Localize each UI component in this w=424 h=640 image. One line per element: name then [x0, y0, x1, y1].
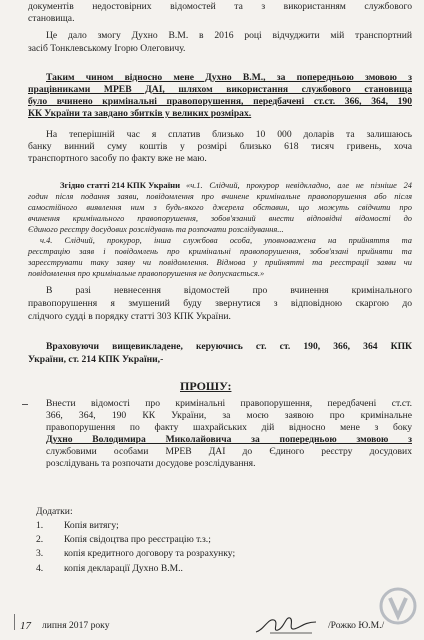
text-line: документів недостовірних відомостей та з використанням службового — [28, 1, 412, 12]
request-line: Внести відомості про кримінальні правопорушення, передбачені ст.ст. — [46, 398, 412, 409]
request-line: розслідувань та розпочати досудове розслідування. — [46, 458, 256, 469]
quote-line: повідомлення про кримінальне правопорушення не допускається.» — [28, 269, 265, 278]
text-line: банку винний суму коштів у розмірі близько 618 тисяч гривень, хоча — [28, 141, 412, 152]
quote-line: годин після подання заяви, повідомлення про вчинене кримінальне правопорушення або після — [28, 192, 412, 201]
attachment-number: 3. — [36, 548, 44, 559]
attachment-number: 2. — [36, 534, 44, 545]
bold-paragraph-line: працівниками МРЕВ ДАІ, шляхом використання службового становища — [28, 84, 412, 95]
document-date: липня 2017 року — [42, 620, 110, 631]
request-line: службовими особами МРЕВ ДАІ до Єдиного реєстру досудових — [46, 446, 412, 457]
attachments-heading: Додатки: — [36, 506, 73, 517]
attachment-item: копія кредитного договору та розрахунку; — [64, 548, 236, 559]
attachment-number: 1. — [36, 520, 44, 531]
quote-line: самостійного виявлення ним з будь-якого джерела обставин, що можуть свідчити про — [28, 203, 412, 212]
quote-line: Єдиного реєстру досудових розслідувань та розпочати розслідування... — [28, 225, 284, 234]
text-line: слідчого судді в порядку статті 303 КПК України. — [28, 311, 231, 322]
request-line: Духно Володимира Миколайовича за попередньою змовою з — [46, 434, 412, 445]
attachment-number: 4. — [36, 563, 44, 574]
bold-paragraph-line: було вчинено кримінальні правопорушення, передбачені ст.ст. 366, 364, 190 — [28, 96, 412, 107]
article-reference: Згідно статті 214 КПК України — [60, 180, 181, 190]
quote-line: ч.4. Слідчий, прокурор, інша службова особа, уповноважена на прийняття та — [40, 236, 412, 245]
attachment-item: копія декларації Духно В.М.. — [64, 563, 183, 574]
watermark-logo-icon — [378, 586, 418, 626]
text-line: транспортного засобу по факту вже не маю. — [28, 153, 207, 164]
text-line: становища. — [28, 13, 75, 24]
text-line: правопорушення я змушений буду звернутися з відповідною скаргою до — [28, 298, 412, 309]
quote-line: зареєструвати таку заяву чи повідомлення. Відмова у прийнятті та реєстрації заяви чи — [28, 258, 412, 267]
text-line: Це дало змогу Духно В.М. в 2016 році відчуджити мій транспортний — [46, 30, 412, 41]
bold-text-line: Враховуючи вищевикладене, керуючись ст. ст. 190, 366, 364 КПК — [46, 341, 412, 352]
signature-icon — [254, 612, 318, 636]
quote-line: вчинення кримінального правопорушення, зобов'язаний внести відповідні відомості до — [28, 214, 412, 223]
text-line: засіб Тонклевському Ігорю Олеговичу. — [28, 43, 186, 54]
bold-text-line: України, ст. 214 КПК України,- — [28, 354, 164, 365]
signatory-name: /Рожко Ю.М./ — [328, 620, 385, 631]
bold-paragraph-line: КК України та завдано збитків у великих розмірах. — [28, 108, 252, 119]
bold-paragraph-line: Таким чином відносно мене Духно В.М., за попередньою змовою з — [46, 72, 412, 83]
request-line: 366, 364, 190 КК України, за моєю заявою про кримінальне — [46, 410, 412, 421]
text-line: В разі невнесення відомостей про вчинення кримінального — [46, 285, 412, 296]
text-line: На теперішній час я сплатив близько 10 000 доларів та залишаюсь — [46, 129, 412, 140]
date-day: 17 — [20, 620, 31, 632]
quote-line: реєстрацію заяв і повідомлень про кримінальні правопорушення, зобов'язані прийняти та — [28, 247, 412, 256]
section-heading: ПРОШУ: — [180, 379, 232, 393]
attachment-item: Копія витягу; — [64, 520, 119, 531]
attachment-item: Копія свідоцтва про реєстрацію т.з.; — [64, 534, 211, 545]
request-line: правопорушення по факту шахрайських дій відносно мене з боку — [46, 422, 412, 433]
quote-line: «ч.1. Слідчий, прокурор невідкладно, але не пізніше 24 — [186, 181, 412, 190]
list-dash — [22, 404, 28, 405]
page-mark — [14, 614, 19, 630]
